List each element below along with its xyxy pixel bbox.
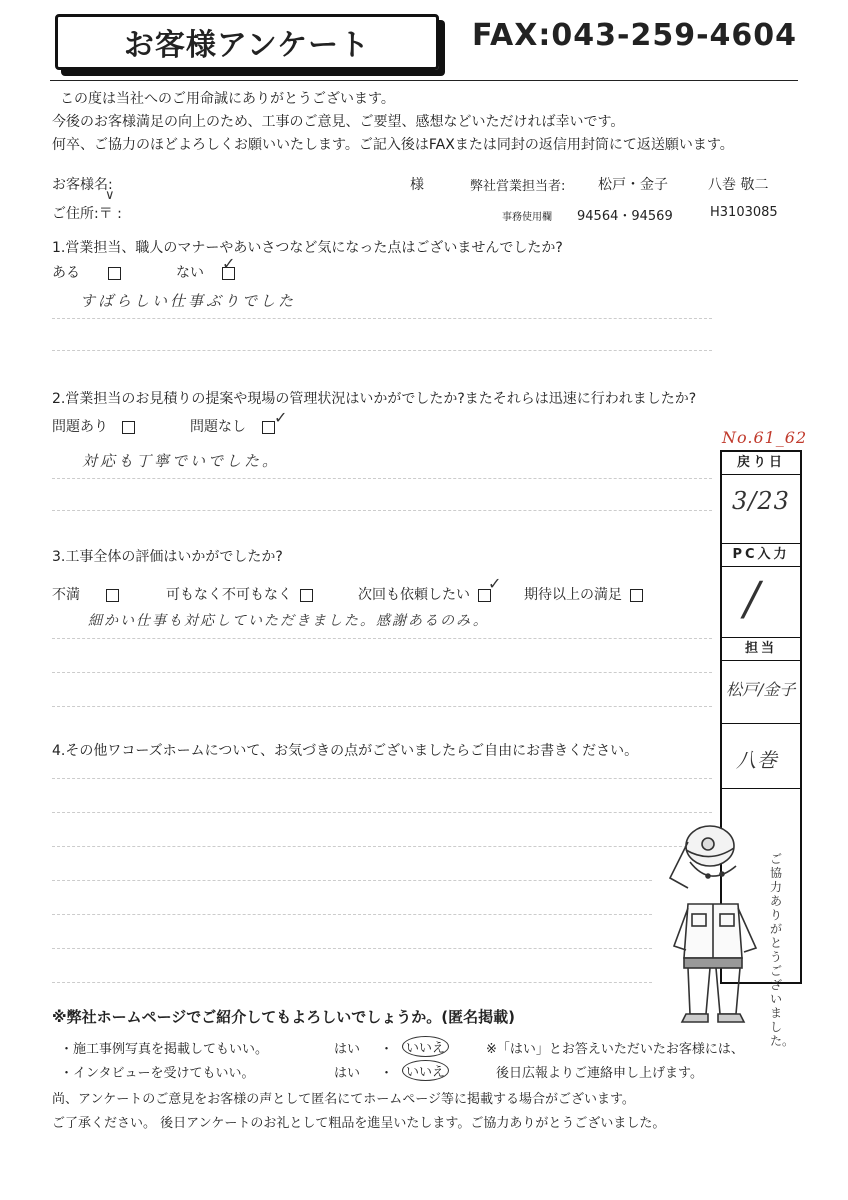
q3-handwritten-answer: 細かい仕事も対応していただきました。感謝あるのみ。 [88,613,489,629]
q1-option-nai-label: ない [176,265,204,281]
q4-question: 4.その他ワコーズホームについて、お気づきの点がございましたらご自由にお書きください。 [52,743,639,759]
q3-kitai-checkbox[interactable] [630,589,643,602]
q2-check-mark: ✓ [274,408,288,427]
q4-answer-line-5 [52,914,652,915]
q3-option-kitai[interactable] [524,584,643,604]
q4-answer-line-2 [52,812,712,813]
tanto-value-1: 松戸/金子 [726,680,796,699]
intro-line-1: この度は当社へのご用命誠にありがとうございます。 [60,91,395,107]
q2-option-mondai-nashi[interactable] [190,416,275,436]
q1-answer-line-2 [52,350,712,351]
q3-option-kitai-label: 期待以上の満足 [524,587,622,603]
q2-answer-line-2 [52,510,712,511]
fax-number: FAX:043-259-4604 [472,18,798,53]
q1-aru-checkbox[interactable] [108,267,121,280]
q3-check-mark: ✓ [488,574,502,593]
q3-answer-line-1 [52,638,712,639]
office-number: No.61_62 [722,428,808,447]
tanto-header: 担当 [722,638,800,661]
q3-fuman-checkbox[interactable] [106,589,119,602]
office-use-label: 事務使用欄 [502,212,552,223]
intro-line-2: 今後のお客様満足の向上のため、工事のご意見、ご要望、感想などいただければ幸いです。 [52,114,625,130]
handwritten-tick: ∨ [105,188,115,203]
office-codes: 94564・94569 [577,209,673,224]
q2-handwritten-answer: 対応も丁寧でいでした。 [82,452,281,470]
address-label: ご住所:〒 : [52,206,122,222]
return-date-header: 戻り日 [722,452,800,475]
q2-option-mondai-nashi-label: 問題なし [190,419,246,435]
row2-yes[interactable]: はい [334,1066,361,1081]
q3-question: 3.工事全体の評価はいかがでしたか? [52,549,283,565]
q3-option-fuman[interactable] [52,584,119,604]
worker-bowing-icon [660,818,770,1030]
row1-label: ・施工事例写真を掲載してもいい。 [60,1042,269,1057]
pc-input-cell [722,567,800,638]
q2-question: 2.営業担当のお見積りの提案や現場の管理状況はいかがでしたか?またそれらは迅速に行われましたか? [52,391,697,407]
tanto-cell-1 [722,661,800,724]
q1-option-aru-label: ある [52,265,80,281]
q3-option-jikai[interactable] [358,584,491,604]
q3-kamonaku-checkbox[interactable] [300,589,313,602]
q2-option-mondai-ari-label: 問題あり [52,419,108,435]
homepage-question: ※弊社ホームページでご紹介してもよろしいでしょうか。(匿名掲載) [52,1008,515,1026]
q3-answer-line-2 [52,672,712,673]
q3-option-jikai-label: 次回も依頼したい [358,587,470,603]
customer-name-label: お客様名: [52,177,113,193]
q3-option-fuman-label: 不満 [52,587,80,603]
q4-answer-line-4 [52,880,652,881]
sama-label: 様 [410,177,424,193]
row1-no[interactable] [402,1036,449,1057]
q1-question: 1.営業担当、職人のマナーやあいさつなど気になった点はございませんでしたか? [52,240,563,256]
office-code-2: H3103085 [710,205,778,220]
row1-yes[interactable]: はい [334,1042,361,1057]
footer-line-2: ご了承ください。 後日アンケートのお礼として粗品を進呈いたします。ご協力ありがとうございました。 [52,1116,666,1131]
row2-label: ・インタビューを受けてもいい。 [60,1066,255,1081]
row1-no-circled: いいえ [402,1036,449,1057]
q1-answer-line-1 [52,318,712,319]
q1-check-mark: ✓ [222,254,236,273]
homepage-note-1: ※「はい」とお答えいただいたお客様には、 [486,1042,744,1057]
q2-ari-checkbox[interactable] [122,421,135,434]
row2-separator: ・ [380,1066,394,1081]
sales-rep-label: 弊社営業担当者: [470,179,566,194]
thanks-vertical-text: ご協力ありがとうございました。 [770,852,795,1048]
q4-answer-line-1 [52,778,712,779]
sales-rep-name-2: 八巻 敬二 [708,177,769,193]
q4-answer-line-3 [52,846,712,847]
q1-option-aru[interactable] [52,262,121,282]
q4-answer-line-6 [52,948,652,949]
return-date-value: 3/23 [732,487,790,515]
intro-line-3: 何卒、ご協力のほどよろしくお願いいたします。ご記入後はFAXまたは同封の返信用封筒にて返送願います。 [52,137,734,153]
survey-title: お客様アンケート [55,14,439,70]
return-date-cell [722,475,800,544]
sales-rep-names: 松戸・金子 [598,177,668,193]
q3-option-kamonaku[interactable] [166,584,313,604]
q2-option-mondai-ari[interactable] [52,416,135,436]
tanto-value-2: 八巻 [736,748,778,772]
q2-answer-line-1 [52,478,712,479]
q4-answer-line-7 [52,982,652,983]
q3-answer-line-3 [52,706,712,707]
footer-line-1: 尚、アンケートのご意見をお客様の声として匿名にてホームページ等に掲載する場合がございます。 [52,1092,635,1107]
row1-separator: ・ [380,1042,394,1057]
row2-no[interactable] [402,1060,449,1081]
q1-handwritten-answer: すばらしい仕事ぶりでした [80,292,297,310]
header-divider [50,80,798,81]
q3-option-kamonaku-label: 可もなく不可もなく [166,587,292,603]
tanto-cell-2 [722,724,800,789]
pc-input-mark: / [744,571,760,625]
homepage-note-2: 後日広報よりご連絡申し上げます。 [496,1066,703,1081]
row2-no-circled: いいえ [402,1060,449,1081]
pc-input-header: PC入力 [722,544,800,567]
